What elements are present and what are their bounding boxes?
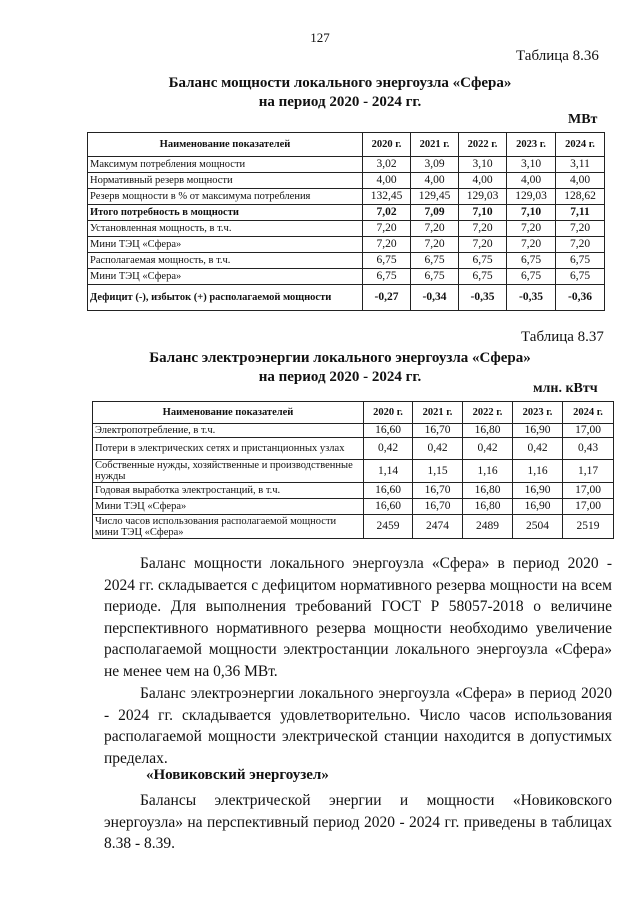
value-cell: 7,10 — [507, 205, 556, 221]
value-cell: 16,70 — [413, 483, 463, 499]
paragraph-novikovsky — [104, 790, 612, 855]
value-cell: 16,80 — [463, 483, 513, 499]
value-cell: 16,90 — [513, 483, 563, 499]
table-row — [88, 189, 605, 205]
table-row — [93, 515, 614, 539]
row-label: Собственные нужды, хозяйственные и производственные нужды — [93, 460, 364, 483]
table1-label: Таблица 8.36 — [516, 48, 599, 64]
power-balance-table — [87, 132, 605, 311]
value-cell: 16,70 — [413, 499, 463, 515]
value-cell: 6,75 — [411, 253, 459, 269]
row-label: Максимум потребления мощности — [88, 157, 363, 173]
value-cell: 16,90 — [513, 499, 563, 515]
header-cell: 2022 г. — [463, 402, 513, 424]
value-cell: -0,35 — [459, 285, 507, 311]
table-row — [93, 424, 614, 438]
row-label: Годовая выработка электростанций, в т.ч. — [93, 483, 364, 499]
value-cell: -0,34 — [411, 285, 459, 311]
value-cell: 7,20 — [556, 221, 605, 237]
value-cell: -0,36 — [556, 285, 605, 311]
value-cell: 4,00 — [556, 173, 605, 189]
value-cell: 1,15 — [413, 460, 463, 483]
value-cell: 16,70 — [413, 424, 463, 438]
value-cell: 6,75 — [411, 269, 459, 285]
value-cell: 4,00 — [411, 173, 459, 189]
table1-title-line2: на период 2020 - 2024 гг. — [258, 94, 422, 110]
value-cell: 132,45 — [363, 189, 411, 205]
paragraph-text: Баланс мощности локального энергоузла «Сфера» в период 2020 - 2024 гг. складывается с дефицитом нормативного резерва мощности на всем периоде. Для выполнения требований ГОСТ Р 58057-2018 о величине перспективного нормативного резерва мощности необходимо увеличение располагаемой мощности электростанции локального энергоузла «Сфера» не менее чем на 0,36 МВт. — [104, 555, 612, 680]
table1-title-line1: Баланс мощности локального энергоузла «Сфера» — [168, 75, 512, 91]
header-cell: 2023 г. — [513, 402, 563, 424]
table-row — [88, 285, 605, 311]
energy-balance-table — [92, 401, 614, 539]
header-cell: 2020 г. — [363, 133, 411, 157]
paragraph-text: Баланс электроэнергии локального энергоузла «Сфера» в период 2020 - 2024 гг. складывается удовлетворительно. Число часов использования располагаемой мощности электрической станции находится в допустимых пределах. — [104, 685, 612, 767]
table-row — [93, 499, 614, 515]
value-cell: 17,00 — [563, 499, 614, 515]
header-cell: Наименование показателей — [93, 402, 364, 424]
value-cell: 16,80 — [463, 424, 513, 438]
section-title: «Новиковский энергоузел» — [146, 767, 329, 783]
table-row — [88, 173, 605, 189]
value-cell: 2489 — [463, 515, 513, 539]
table2-title-line2: на период 2020 - 2024 гг. — [258, 369, 422, 385]
row-label: Располагаемая мощность, в т.ч. — [88, 253, 363, 269]
table-row — [93, 483, 614, 499]
value-cell: 0,42 — [413, 438, 463, 460]
value-cell: 0,42 — [463, 438, 513, 460]
row-label: Нормативный резерв мощности — [88, 173, 363, 189]
paragraph-power-balance — [104, 553, 612, 682]
table-header-row — [88, 133, 605, 157]
row-label: Мини ТЭЦ «Сфера» — [88, 237, 363, 253]
row-label: Мини ТЭЦ «Сфера» — [88, 269, 363, 285]
table-row — [88, 237, 605, 253]
value-cell: 7,20 — [507, 237, 556, 253]
value-cell: 6,75 — [459, 269, 507, 285]
value-cell: 7,20 — [363, 221, 411, 237]
table1-title — [120, 74, 560, 112]
value-cell: 128,62 — [556, 189, 605, 205]
value-cell: 16,90 — [513, 424, 563, 438]
value-cell: 7,02 — [363, 205, 411, 221]
table-row — [88, 205, 605, 221]
value-cell: 3,10 — [459, 157, 507, 173]
value-cell: 7,20 — [459, 221, 507, 237]
table-row — [93, 460, 614, 483]
row-label: Итого потребность в мощности — [88, 205, 363, 221]
value-cell: 3,10 — [507, 157, 556, 173]
value-cell: 4,00 — [459, 173, 507, 189]
table2-title-line1: Баланс электроэнергии локального энергоузла «Сфера» — [149, 350, 531, 366]
table2-unit: млн. кВтч — [533, 381, 598, 396]
value-cell: 6,75 — [459, 253, 507, 269]
row-label: Дефицит (-), избыток (+) располагаемой мощности — [88, 285, 363, 311]
value-cell: 17,00 — [563, 424, 614, 438]
value-cell: 7,20 — [507, 221, 556, 237]
value-cell: 7,20 — [556, 237, 605, 253]
header-cell: 2024 г. — [556, 133, 605, 157]
value-cell: 2519 — [563, 515, 614, 539]
row-label: Электропотребление, в т.ч. — [93, 424, 364, 438]
value-cell: 1,16 — [513, 460, 563, 483]
value-cell: 1,16 — [463, 460, 513, 483]
value-cell: 1,17 — [563, 460, 614, 483]
value-cell: 7,20 — [411, 237, 459, 253]
page-number: 127 — [310, 30, 330, 45]
table-header-row — [93, 402, 614, 424]
header-cell: 2021 г. — [411, 133, 459, 157]
value-cell: 2474 — [413, 515, 463, 539]
value-cell: 6,75 — [507, 253, 556, 269]
header-cell: 2021 г. — [413, 402, 463, 424]
paragraph-energy-balance — [104, 683, 612, 769]
table-row — [93, 438, 614, 460]
value-cell: 16,60 — [364, 499, 413, 515]
value-cell: 7,20 — [411, 221, 459, 237]
value-cell: 0,43 — [563, 438, 614, 460]
header-cell: 2023 г. — [507, 133, 556, 157]
row-label: Потери в электрических сетях и пристанционных узлах — [93, 438, 364, 460]
header-cell: 2020 г. — [364, 402, 413, 424]
value-cell: 7,10 — [459, 205, 507, 221]
value-cell: 16,60 — [364, 424, 413, 438]
value-cell: 0,42 — [364, 438, 413, 460]
table1-unit: МВт — [568, 112, 598, 127]
value-cell: -0,35 — [507, 285, 556, 311]
table2-title — [120, 349, 560, 387]
value-cell: 16,80 — [463, 499, 513, 515]
value-cell: 7,20 — [363, 237, 411, 253]
value-cell: 6,75 — [363, 253, 411, 269]
row-label: Число часов использования располагаемой мощности мини ТЭЦ «Сфера» — [93, 515, 364, 539]
row-label: Мини ТЭЦ «Сфера» — [93, 499, 364, 515]
value-cell: 4,00 — [363, 173, 411, 189]
value-cell: 129,45 — [411, 189, 459, 205]
value-cell: 0,42 — [513, 438, 563, 460]
table-row — [88, 253, 605, 269]
value-cell: 7,11 — [556, 205, 605, 221]
table2-label: Таблица 8.37 — [521, 329, 604, 345]
value-cell: 4,00 — [507, 173, 556, 189]
value-cell: 16,60 — [364, 483, 413, 499]
value-cell: 6,75 — [556, 269, 605, 285]
value-cell: 7,20 — [459, 237, 507, 253]
header-cell: 2024 г. — [563, 402, 614, 424]
value-cell: 129,03 — [459, 189, 507, 205]
value-cell: 2504 — [513, 515, 563, 539]
value-cell: 6,75 — [556, 253, 605, 269]
paragraph-text: Балансы электрической энергии и мощности «Новиковского энергоузла» на перспективный период 2020 - 2024 гг. приведены в таблицах 8.38 - 8.39. — [104, 792, 612, 852]
row-label: Установленная мощность, в т.ч. — [88, 221, 363, 237]
value-cell: 6,75 — [363, 269, 411, 285]
header-cell: Наименование показателей — [88, 133, 363, 157]
value-cell: 3,11 — [556, 157, 605, 173]
value-cell: 17,00 — [563, 483, 614, 499]
value-cell: 3,02 — [363, 157, 411, 173]
value-cell: 6,75 — [507, 269, 556, 285]
value-cell: 3,09 — [411, 157, 459, 173]
value-cell: -0,27 — [363, 285, 411, 311]
table-row — [88, 157, 605, 173]
table-row — [88, 221, 605, 237]
table-row — [88, 269, 605, 285]
value-cell: 129,03 — [507, 189, 556, 205]
value-cell: 7,09 — [411, 205, 459, 221]
header-cell: 2022 г. — [459, 133, 507, 157]
row-label: Резерв мощности в % от максимума потребления — [88, 189, 363, 205]
value-cell: 1,14 — [364, 460, 413, 483]
value-cell: 2459 — [364, 515, 413, 539]
